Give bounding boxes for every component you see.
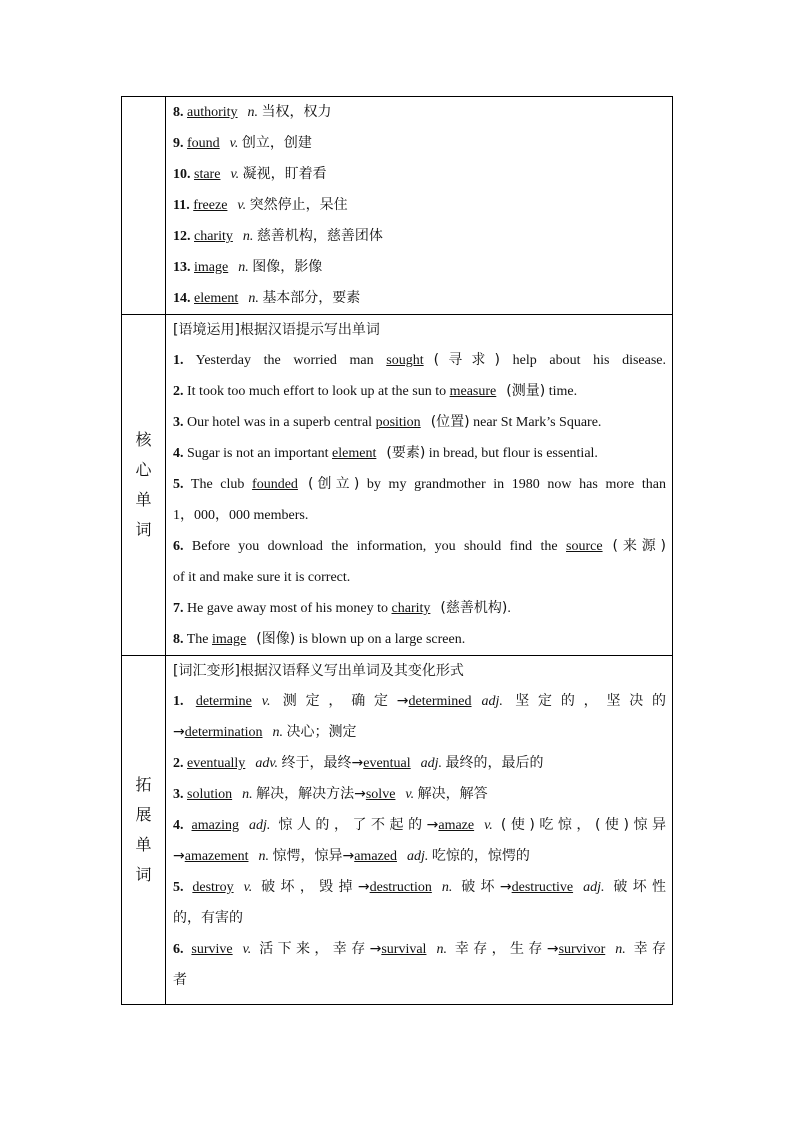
answer-word: image: [194, 260, 229, 275]
word-list-cell: [166, 97, 673, 315]
word-forms-cell: [166, 656, 673, 1005]
sentence-item: 1. Yesterday the worried man sought (寻求) help about his disease.: [173, 352, 666, 368]
list-item: 8. authority n. 当权，权力: [173, 104, 332, 120]
vocabulary-table: [121, 96, 673, 1005]
side-label-extended-words: 拓 展 单 词: [122, 656, 166, 1005]
sentence-continuation: of it and make sure it is correct.: [173, 570, 351, 585]
side-cell-empty: [122, 97, 166, 315]
answer-word: element: [194, 291, 239, 306]
word-form-continuation: 者: [173, 972, 187, 988]
sentence-item: 6. Before you download the information, you should find the source (来源): [173, 538, 667, 554]
sentence-item: 8. The image (图像) is blown up on a large screen.: [173, 631, 466, 647]
answer-word: authority: [187, 105, 238, 120]
context-usage-cell: [166, 315, 673, 656]
table-row: [122, 97, 673, 315]
section-header: [语境运用]根据汉语提示写出单词: [173, 322, 380, 338]
side-label-core-words: 核 心 单 词: [122, 315, 166, 656]
sentence-item: 7. He gave away most of his money to charity (慈善机构).: [173, 600, 511, 616]
sentence-item: 4. Sugar is not an important element (要素) in bread, but flour is essential.: [173, 445, 598, 461]
sentence-item: 3. Our hotel was in a superb central position (位置) near St Mark’s Square.: [173, 414, 602, 430]
word-form-item: 6. survive v. 活下来，幸存→survival n. 幸存，生存→survivor n. 幸存: [173, 941, 667, 957]
word-form-continuation: →determination n. 决心；测定: [173, 724, 357, 740]
list-item: 14. element n. 基本部分，要素: [173, 290, 361, 306]
list-item: 11. freeze v. 突然停止，呆住: [173, 197, 348, 213]
answer-word: charity: [194, 229, 233, 244]
sentence-item: 5. The club founded (创立) by my grandmother in 1980 now has more than: [173, 476, 666, 492]
answer-word: found: [187, 136, 220, 151]
word-form-item: 4. amazing adj. 惊人的，了不起的→amaze v. (使)吃惊，(使)惊异: [173, 817, 666, 833]
list-item: 12. charity n. 慈善机构，慈善团体: [173, 228, 383, 244]
list-item: 9. found v. 创立，创建: [173, 135, 312, 151]
word-form-continuation: 的，有害的: [173, 910, 243, 926]
word-form-item: 2. eventually adv. 终于，最终→eventual adj. 最终的，最后的: [173, 755, 544, 771]
word-form-continuation: →amazement n. 惊愕，惊异→amazed adj. 吃惊的，惊愕的: [173, 848, 530, 864]
list-item: 10. stare v. 凝视，盯着看: [173, 166, 327, 182]
sentence-item: 2. It took too much effort to look up at the sun to measure (测量) time.: [173, 383, 578, 399]
table-row: [122, 315, 673, 656]
table-row: [122, 656, 673, 1005]
answer-word: stare: [194, 167, 221, 182]
answer-word: freeze: [193, 198, 228, 213]
word-form-item: 1. determine v. 测定，确定→determined adj. 坚定的，坚决的: [173, 693, 667, 709]
section-header: [词汇变形]根据汉语释义写出单词及其变化形式: [173, 663, 464, 679]
sentence-continuation: 1，000，000 members.: [173, 508, 309, 523]
list-item: 13. image n. 图像，影像: [173, 259, 323, 275]
word-form-item: 5. destroy v. 破坏，毁掉→destruction n. 破坏→destructive adj. 破坏性: [173, 879, 667, 895]
word-form-item: 3. solution n. 解决，解决方法→solve v. 解决，解答: [173, 786, 488, 802]
